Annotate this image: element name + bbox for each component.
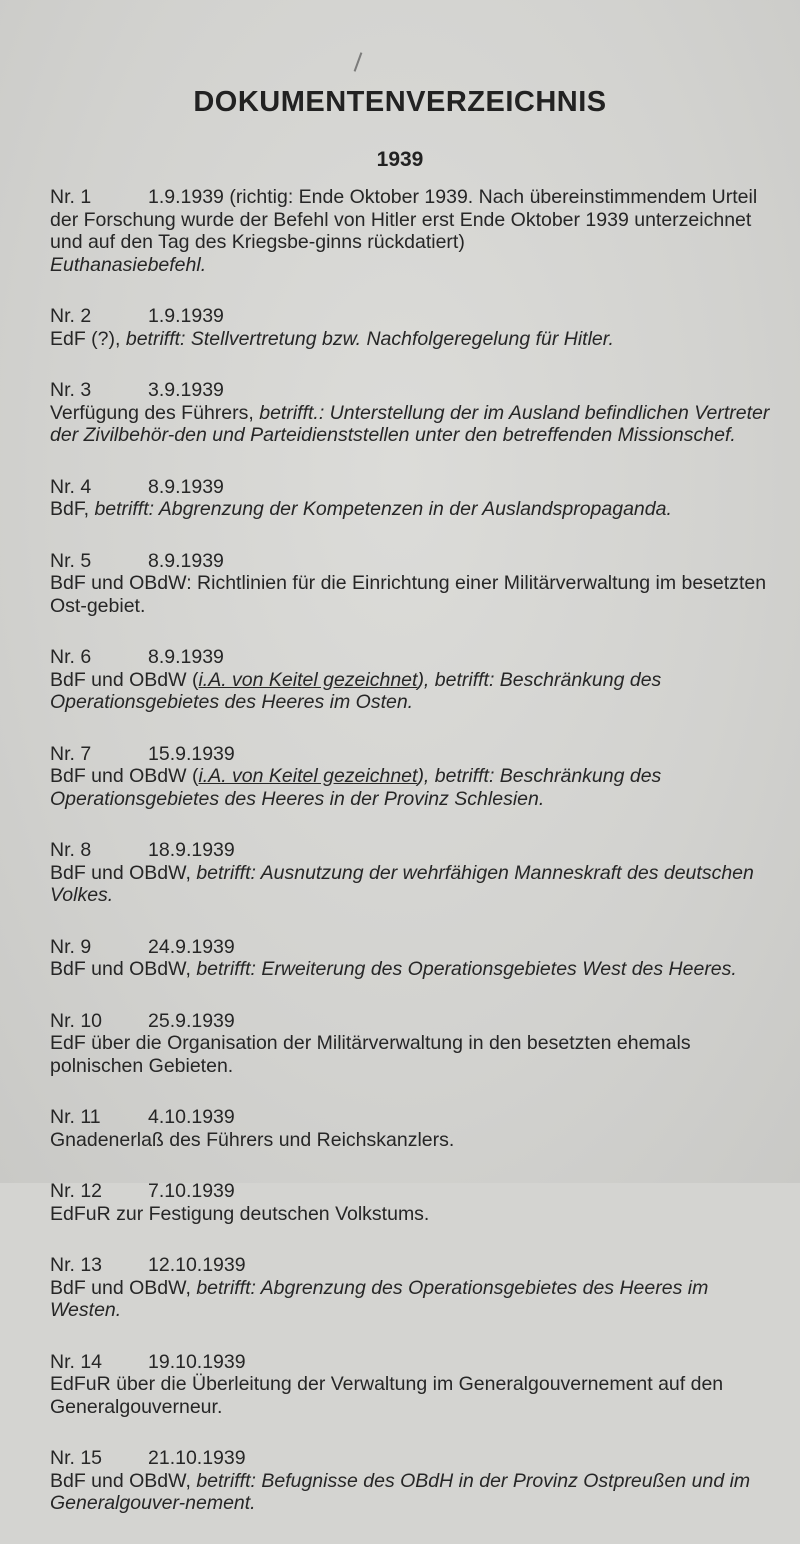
entry-issuer: Verfügung des Führers,: [50, 401, 260, 424]
entry-number: Nr. 11: [50, 1106, 101, 1128]
entry-number: Nr. 5: [50, 549, 92, 572]
entry-date: 8.9.1939: [148, 646, 224, 668]
entry-header: [50, 1106, 780, 1129]
document-entry-5: [50, 550, 780, 618]
entry-signed-by: i.A. von Keitel gezeichnet: [198, 668, 418, 691]
entry-header: [50, 1010, 780, 1033]
entry-issuer: BdF und OBdW,: [50, 861, 197, 884]
entry-header: [50, 550, 780, 573]
entry-header: [50, 936, 780, 959]
entry-subject: betrifft: Ausnutzung der wehrfähigen Manneskraft des deutschen Volkes.: [50, 861, 754, 906]
document-entry-8: [50, 839, 780, 907]
entry-header: [50, 839, 780, 862]
entry-issuer: BdF und OBdW,: [50, 1276, 197, 1299]
entry-subject: betrifft: Erweiterung des Operationsgebietes West des Heeres.: [196, 958, 737, 980]
entry-header: [50, 1254, 780, 1277]
entry-date: 21.10.1939: [148, 1447, 246, 1469]
entry-description: [50, 765, 780, 810]
entry-header: [50, 743, 780, 766]
document-entry-12: [50, 1180, 780, 1225]
entry-header: [50, 1351, 780, 1374]
entry-header: [50, 1447, 780, 1470]
entry-number: Nr. 12: [50, 1180, 103, 1202]
entry-description: [50, 1277, 780, 1322]
entry-description: EdFuR über die Überleitung der Verwaltung im Generalgouvernement auf den Generalgouverneur.: [50, 1373, 724, 1418]
entry-subject: Euthanasiebefehl.: [50, 253, 207, 276]
entry-description: [50, 498, 780, 521]
entry-number: Nr. 1: [50, 186, 92, 208]
entry-number: Nr. 13: [50, 1254, 103, 1276]
entry-issuer: BdF,: [50, 498, 95, 520]
entry-date: 8.9.1939: [148, 549, 224, 572]
entry-number: Nr. 4: [50, 475, 92, 498]
entry-date: 25.9.1939: [148, 1009, 235, 1032]
entry-issuer: BdF und OBdW (: [50, 765, 199, 787]
entry-description: [50, 328, 780, 351]
entry-date: 1.9.1939: [148, 186, 224, 208]
document-entry-7: [50, 743, 780, 811]
entry-description: EdF über die Organisation der Militärverwaltung in den besetzten ehemals polnischen Gebieten.: [50, 1032, 691, 1077]
entry-number: Nr. 10: [50, 1009, 103, 1032]
entry-header: [50, 646, 780, 669]
page-title: DOKUMENTENVERZEICHNIS: [193, 86, 607, 118]
entry-number: Nr. 6: [50, 646, 92, 668]
entry-issuer: EdF (?),: [50, 327, 126, 350]
entry-date: 15.9.1939: [148, 742, 235, 765]
document-entry-1: [50, 186, 780, 276]
entry-signed-by: i.A. von Keitel gezeichnet: [198, 765, 418, 787]
entry-1-text: [50, 186, 780, 254]
entry-issuer: BdF und OBdW (: [50, 668, 199, 691]
entry-description: [50, 1470, 780, 1515]
entry-date: 3.9.1939: [148, 379, 224, 401]
entry-header: [50, 476, 780, 499]
entry-description: Gnadenerlaß des Führers und Reichskanzlers.: [50, 1128, 455, 1151]
document-entry-10: [50, 1010, 780, 1078]
entry-date: 7.10.1939: [148, 1180, 235, 1202]
entry-number: Nr. 3: [50, 379, 92, 401]
document-list: [50, 186, 780, 1544]
entry-number: Nr. 14: [50, 1350, 103, 1373]
entry-number: Nr. 9: [50, 935, 92, 958]
document-entry-14: [50, 1351, 780, 1419]
document-entry-6: [50, 646, 780, 714]
entry-subject: ), betrifft: Beschränkung des Operationsgebietes des Heeres im Osten.: [50, 668, 662, 713]
entry-subject: betrifft: Stellvertretung bzw. Nachfolgeregelung für Hitler.: [125, 327, 614, 350]
document-entry-4: [50, 476, 780, 521]
document-entry-15: [50, 1447, 780, 1515]
entry-header: [50, 379, 780, 402]
entry-date: 24.9.1939: [148, 935, 235, 958]
entry-number: Nr. 7: [50, 742, 92, 765]
document-entry-3: [50, 379, 780, 447]
document-entry-11: [50, 1106, 780, 1151]
entry-header: [50, 1180, 780, 1203]
entry-subject: betrifft: Befugnisse des OBdH in der Provinz Ostpreußen und im Generalgouver-nement.: [50, 1469, 751, 1514]
entry-header: [50, 305, 780, 328]
entry-description: [50, 402, 780, 447]
entry-subject: ), betrifft: Beschränkung des Operationsgebietes des Heeres in der Provinz Schlesien.: [50, 765, 662, 810]
document-entry-2: [50, 305, 780, 350]
entry-date: 8.9.1939: [148, 475, 224, 498]
entry-description: EdFuR zur Festigung deutschen Volkstums.: [50, 1202, 430, 1225]
document-entry-13: [50, 1254, 780, 1322]
entry-issuer: BdF und OBdW,: [50, 958, 197, 980]
entry-date: 4.10.1939: [148, 1106, 235, 1128]
entry-number: Nr. 15: [50, 1447, 103, 1469]
entry-description: [50, 862, 780, 907]
pencil-mark: [354, 52, 363, 71]
entry-subject: betrifft: Abgrenzung der Kompetenzen in der Auslandspropaganda.: [94, 498, 672, 520]
entry-description: [50, 958, 780, 981]
document-entry-9: [50, 936, 780, 981]
entry-subject: betrifft.: Unterstellung der im Ausland befindlichen Vertreter der Zivilbehör-den und Parteidienststellen unter den betreffenden Missionschef.: [50, 401, 770, 446]
entry-issuer: BdF und OBdW,: [50, 1469, 197, 1492]
entry-date: 18.9.1939: [148, 839, 235, 861]
entry-date-note: (richtig: Ende Oktober 1939. Nach übereinstimmendem Urteil der Forschung wurde der Befehl von Hitler erst Ende Oktober 1939 unterzeichnet und auf den Tag des Kriegsbe-ginns rückdatiert): [50, 186, 758, 253]
entry-number: Nr. 8: [50, 839, 92, 861]
entry-date: 1.9.1939: [148, 305, 224, 327]
entry-date: 12.10.1939: [148, 1254, 246, 1276]
entry-subject: betrifft: Abgrenzung des Operationsgebietes des Heeres im Westen.: [50, 1276, 709, 1321]
entry-description: [50, 669, 780, 714]
entry-description: BdF und OBdW: Richtlinien für die Einrichtung einer Militärverwaltung im besetzten Ost-gebiet.: [50, 572, 767, 617]
section-year: 1939: [376, 148, 424, 171]
entry-number: Nr. 2: [50, 305, 92, 327]
entry-date: 19.10.1939: [148, 1350, 246, 1373]
